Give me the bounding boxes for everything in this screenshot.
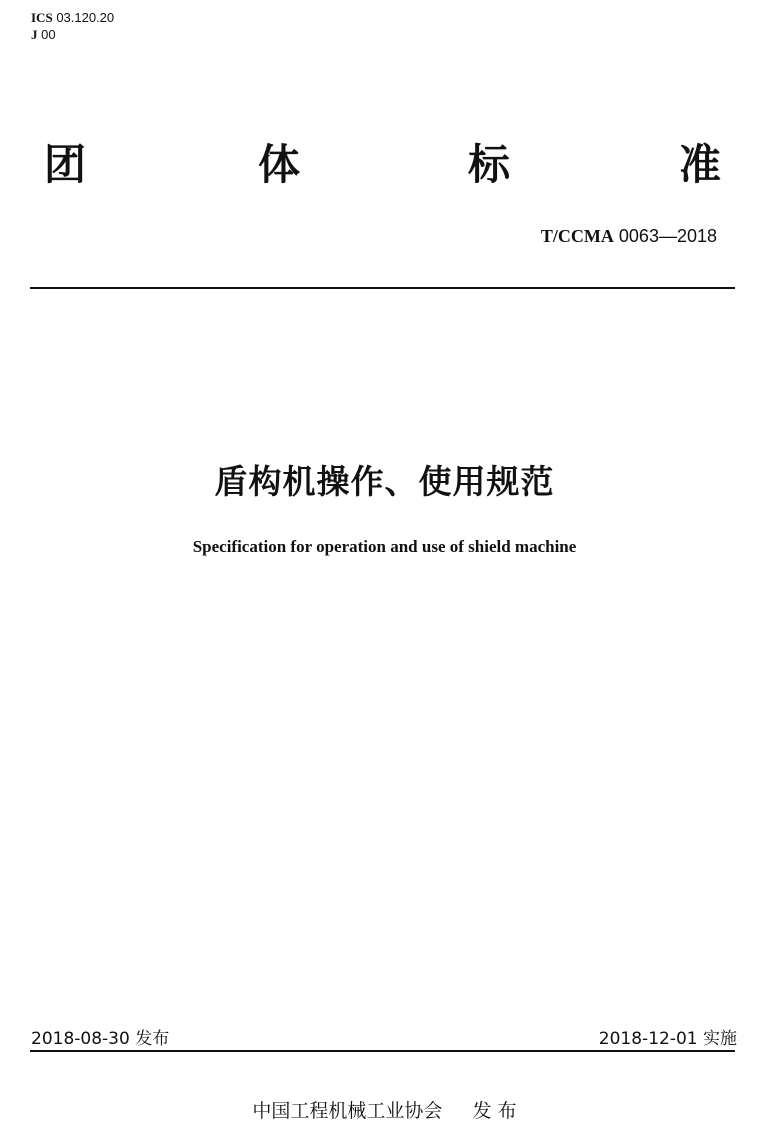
publisher	[0, 1096, 769, 1123]
standard-type-char: 准	[679, 140, 722, 189]
bottom-divider	[30, 1050, 735, 1052]
standard-number	[541, 226, 717, 247]
issue-date: 2018-08-30 发布	[31, 1029, 170, 1049]
publisher-action: 发 布	[472, 1100, 517, 1122]
standard-type-char: 团	[44, 140, 87, 189]
standard-prefix: T/CCMA	[540, 226, 614, 246]
ics-label: ICS	[31, 10, 53, 25]
standard-type-char: 体	[258, 140, 301, 189]
publisher-name: 中国工程机械工业协会	[252, 1100, 443, 1122]
ics-code: 03.120.20	[56, 10, 115, 25]
implementation-date: 2018-12-01 实施	[598, 1029, 737, 1049]
standard-code: 0063—2018	[618, 226, 717, 246]
title-chinese: 盾构机操作、使用规范	[214, 462, 555, 501]
standard-type-char: 标	[468, 140, 511, 189]
ccs-label: J	[31, 27, 38, 42]
ccs-code: 00	[41, 27, 56, 42]
top-divider	[30, 287, 735, 289]
classification-codes	[31, 9, 114, 43]
title-english: Specification for operation and use of shield machine	[192, 537, 577, 556]
